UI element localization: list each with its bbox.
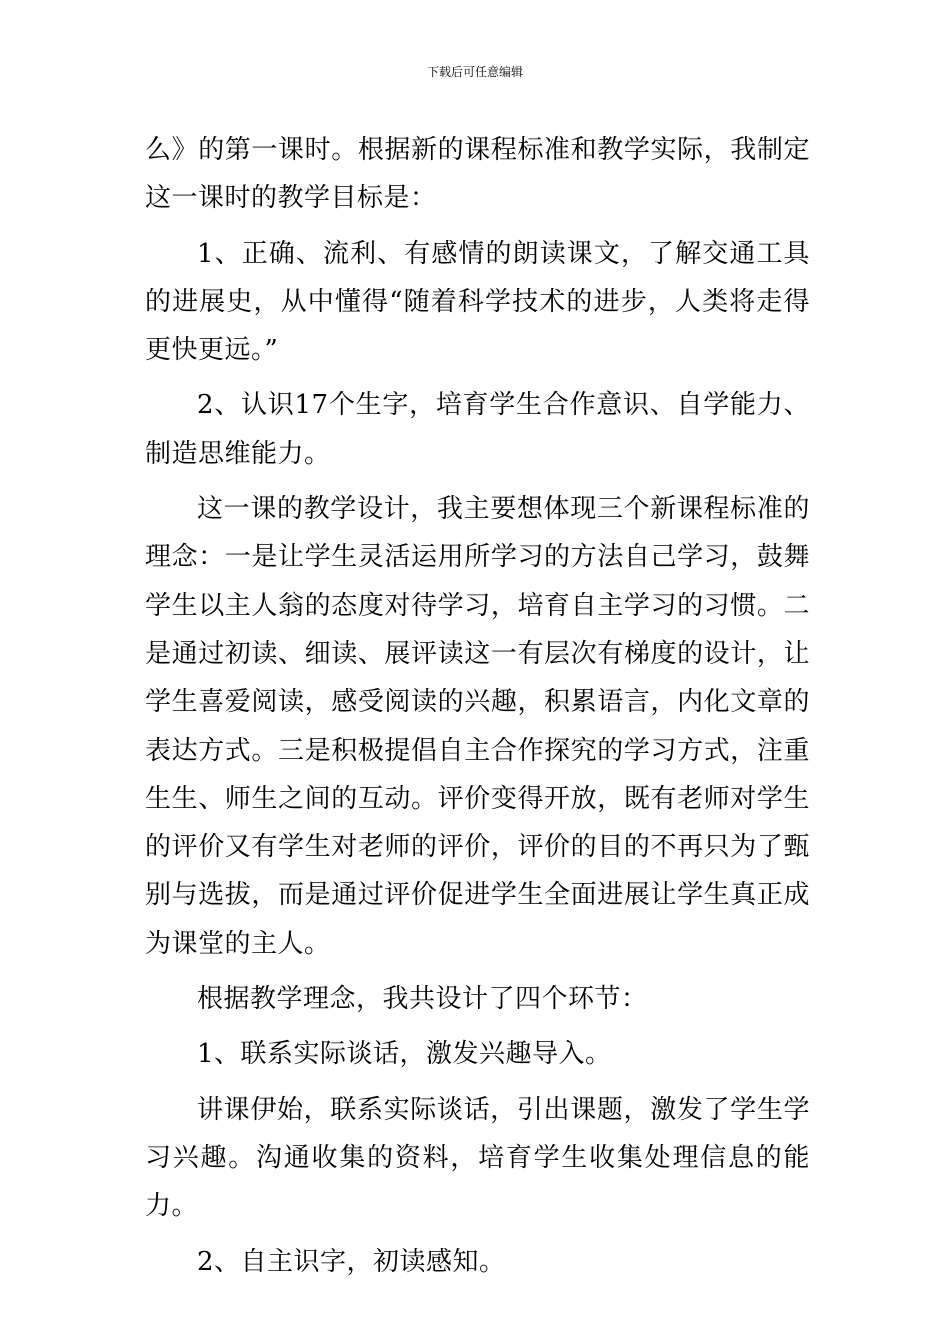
paragraph-goal-2: 2、认识17个生字，培育学生合作意识、自学能力、制造思维能力。 xyxy=(145,390,810,469)
paragraph-stage-2-heading: 2、自主识字，初读感知。 xyxy=(197,1246,506,1277)
page-header: 下载后可任意编辑 xyxy=(426,65,523,79)
paragraph-stage-1-heading: 1、联系实际谈话，激发兴趣导入。 xyxy=(197,1039,612,1070)
paragraph-continuation: 么》的第一课时。根据新的课程标准和教学实际，我制定这一课时的教学目标是： xyxy=(145,135,810,214)
paragraph-stage-1-detail: 讲课伊始，联系实际谈话，引出课题，激发了学生学习兴趣。沟通收集的资料，培育学生收集处理信息的能力。 xyxy=(145,1094,810,1222)
paragraph-design-concept: 这一课的教学设计，我主要想体现三个新课程标准的理念：一是让学生灵活运用所学习的方法自己学习，鼓舞学生以主人翁的态度对待学习，培育自主学习的习惯。二是通过初读、细读、展评读这一有层次有梯度的设计，让学生喜爱阅读，感受阅读的兴趣，积累语言，内化文章的表达方式。三是积极提倡自主合作探究的学习方式，注重生生、师生之间的互动。评价变得开放，既有老师对学生的评价又有学生对老师的评价，评价的目的不再只为了甄别与选拔，而是通过评价促进学生全面进展让学生真正成为课堂的主人。 xyxy=(145,494,810,959)
paragraph-four-stages: 根据教学理念，我共设计了四个环节： xyxy=(197,984,648,1015)
paragraph-goal-1: 1、正确、流利、有感情的朗读课文，了解交通工具的进展史，从中懂得“随着科学技术的进步，人类将走得更快更远。” xyxy=(145,238,810,366)
document-body xyxy=(145,126,810,1286)
